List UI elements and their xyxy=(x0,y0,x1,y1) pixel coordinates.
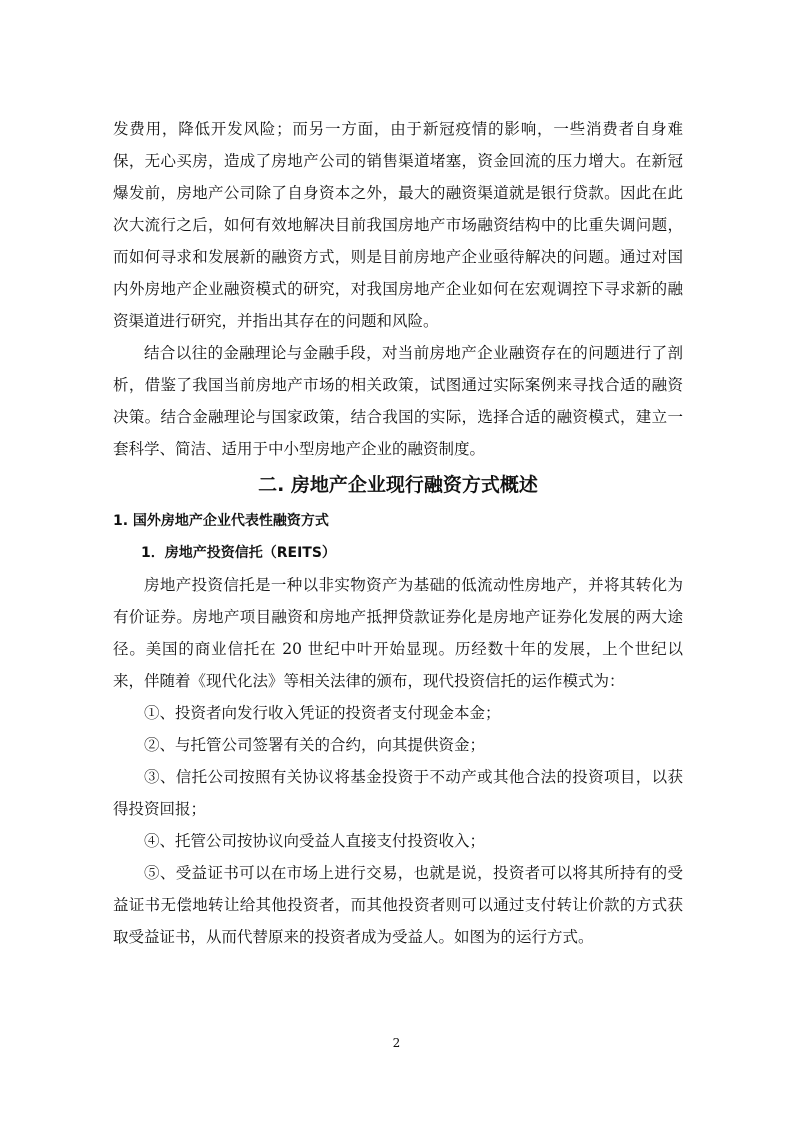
paragraph-reits-intro: 房地产投资信托是一种以非实物资产为基础的低流动性房地产，并将其转化为有价证券。房地产项目融资和房地产抵押贷款证券化是房地产证券化发展的两大途径。美国的商业信托在 20 世纪中叶开始显现。历经数十年的发展，上个世纪以来，伴随着《现代化法》等相关法律的颁布，现代投资信托的运作模式为： xyxy=(113,576,683,690)
page-number: 2 xyxy=(392,1036,401,1050)
section-heading: 二. 房地产企业现行融资方式概述 xyxy=(258,474,538,496)
list-item: ①、投资者向发行收入凭证的投资者支付现金本金； xyxy=(144,704,501,722)
list-item: ②、与托管公司签署有关的合约，向其提供资金； xyxy=(144,736,486,754)
list-item: ④、托管公司按协议向受益人直接支付投资收入； xyxy=(144,832,486,850)
paragraph-financing-theory: 结合以往的金融理论与金融手段，对当前房地产企业融资存在的问题进行了剖析，借鉴了我国当前房地产市场的相关政策，试图通过实际案例来寻找合适的融资决策。结合金融理论与国家政策，结合我国的实际，选择合适的融资模式，建立一套科学、简洁、适用于中小型房地产企业的融资制度。 xyxy=(113,344,683,458)
list-item: ⑤、受益证书可以在市场上进行交易，也就是说，投资者可以将其所持有的受益证书无偿地转让给其他投资者，而其他投资者则可以通过支付转让价款的方式获取受益证书，从而代替原来的投资者成为受益人。如图为的运行方式。 xyxy=(113,864,683,946)
list-item: ③、信托公司按照有关协议将基金投资于不动产或其他合法的投资项目，以获得投资回报； xyxy=(113,768,683,818)
document-page xyxy=(113,113,683,953)
subsubsection-heading: 1．房地产投资信托（REITS） xyxy=(141,545,336,561)
subsection-heading: 1. 国外房地产企业代表性融资方式 xyxy=(113,513,329,529)
paragraph-continuation: 发费用，降低开发风险；而另一方面，由于新冠疫情的影响，一些消费者自身难保，无心买房，造成了房地产公司的销售渠道堵塞，资金回流的压力增大。在新冠爆发前，房地产公司除了自身资本之外，最大的融资渠道就是银行贷款。因此在此次大流行之后，如何有效地解决目前我国房地产市场融资结构中的比重失调问题，而如何寻求和发展新的融资方式，则是目前房地产企业亟待解决的问题。通过对国内外房地产企业融资模式的研究，对我国房地产企业如何在宏观调控下寻求新的融资渠道进行研究，并指出其存在的问题和风险。 xyxy=(113,120,683,330)
